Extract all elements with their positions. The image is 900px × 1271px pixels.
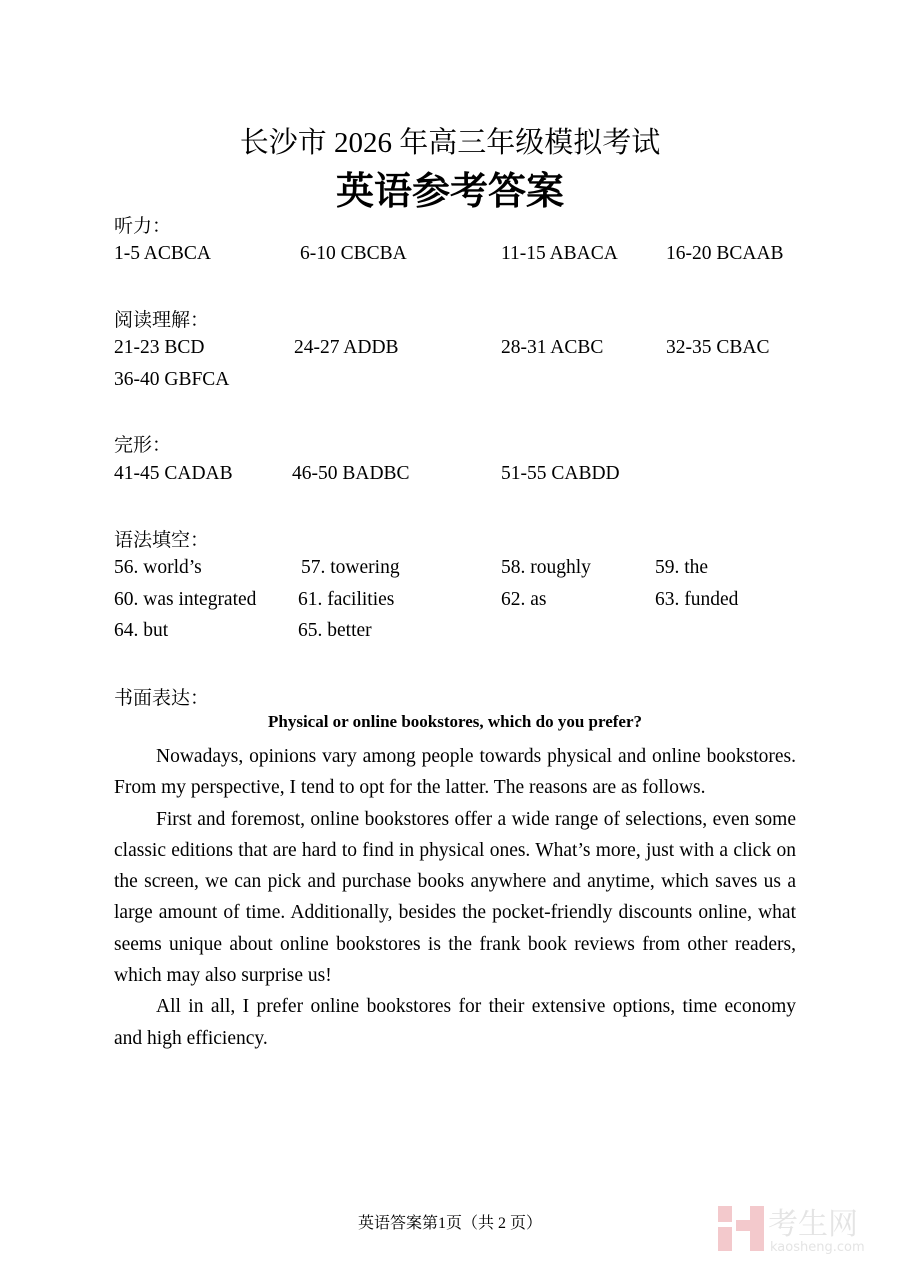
essay-paragraph: First and foremost, online bookstores offer a wide range of selections, even some classic editions that are hard to find in physical ones. What’s more, just with a click on the screen, we can pick and purchase books anywhere and anytime, which saves us a large amount of time. Additionally, besides the pocket-friendly discounts online, what seems unique about online bookstores is the frank book reviews from other readers, which may also surprise us! bbox=[114, 808, 796, 987]
grammar-answer: 57. towering bbox=[301, 557, 400, 578]
exam-subtitle: 长沙市 2026 年高三年级模拟考试 bbox=[239, 127, 661, 159]
page-title: 英语参考答案 bbox=[335, 169, 564, 213]
answer-group: 1-5 ACBCA bbox=[114, 243, 211, 264]
grammar-answer: 60. was integrated bbox=[114, 589, 257, 610]
essay-paragraph: Nowadays, opinions vary among people towards physical and online bookstores. From my perspective, I tend to opt for the latter. The reasons are as follows. bbox=[114, 746, 796, 799]
cloze-heading: 完形： bbox=[114, 434, 172, 456]
reading-heading: 阅读理解： bbox=[114, 309, 210, 331]
grammar-answer: 64. but bbox=[114, 620, 169, 641]
answer-group: 6-10 CBCBA bbox=[300, 243, 407, 264]
answer-group: 16-20 BCAAB bbox=[666, 243, 784, 264]
essay-title: Physical or online bookstores, which do you prefer? bbox=[267, 712, 643, 731]
answer-group: 46-50 BADBC bbox=[292, 463, 410, 484]
grammar-answer: 59. the bbox=[655, 557, 709, 578]
answer-group: 11-15 ABACA bbox=[501, 243, 618, 264]
listening-heading: 听力： bbox=[114, 215, 172, 237]
grammar-answer: 58. roughly bbox=[501, 557, 591, 578]
grammar-answer: 61. facilities bbox=[298, 589, 395, 610]
answer-group: 24-27 ADDB bbox=[294, 337, 399, 358]
grammar-answer: 62. as bbox=[501, 589, 547, 610]
watermark-logo bbox=[716, 1200, 886, 1255]
answer-group: 21-23 BCD bbox=[114, 337, 205, 358]
page-footer: 英语答案第1页（共 2 页） bbox=[357, 1215, 542, 1232]
essay-body bbox=[114, 741, 796, 1054]
answer-group: 41-45 CADAB bbox=[114, 463, 233, 484]
answer-group: 28-31 ACBC bbox=[501, 337, 604, 358]
essay-paragraph: All in all, I prefer online bookstores for their extensive options, time economy and high efficiency. bbox=[114, 996, 796, 1049]
svg-text:kaosheng.com: kaosheng.com bbox=[770, 1240, 865, 1255]
grammar-answer: 56. world’s bbox=[114, 557, 202, 578]
grammar-heading: 语法填空： bbox=[114, 529, 210, 551]
svg-text:考生网: 考生网 bbox=[768, 1207, 858, 1242]
answer-group: 51-55 CABDD bbox=[501, 463, 620, 484]
answer-group: 36-40 GBFCA bbox=[114, 369, 230, 390]
grammar-answer: 63. funded bbox=[655, 589, 739, 610]
answer-group: 32-35 CBAC bbox=[666, 337, 770, 358]
writing-heading: 书面表达： bbox=[114, 687, 210, 709]
grammar-answer: 65. better bbox=[298, 620, 372, 641]
